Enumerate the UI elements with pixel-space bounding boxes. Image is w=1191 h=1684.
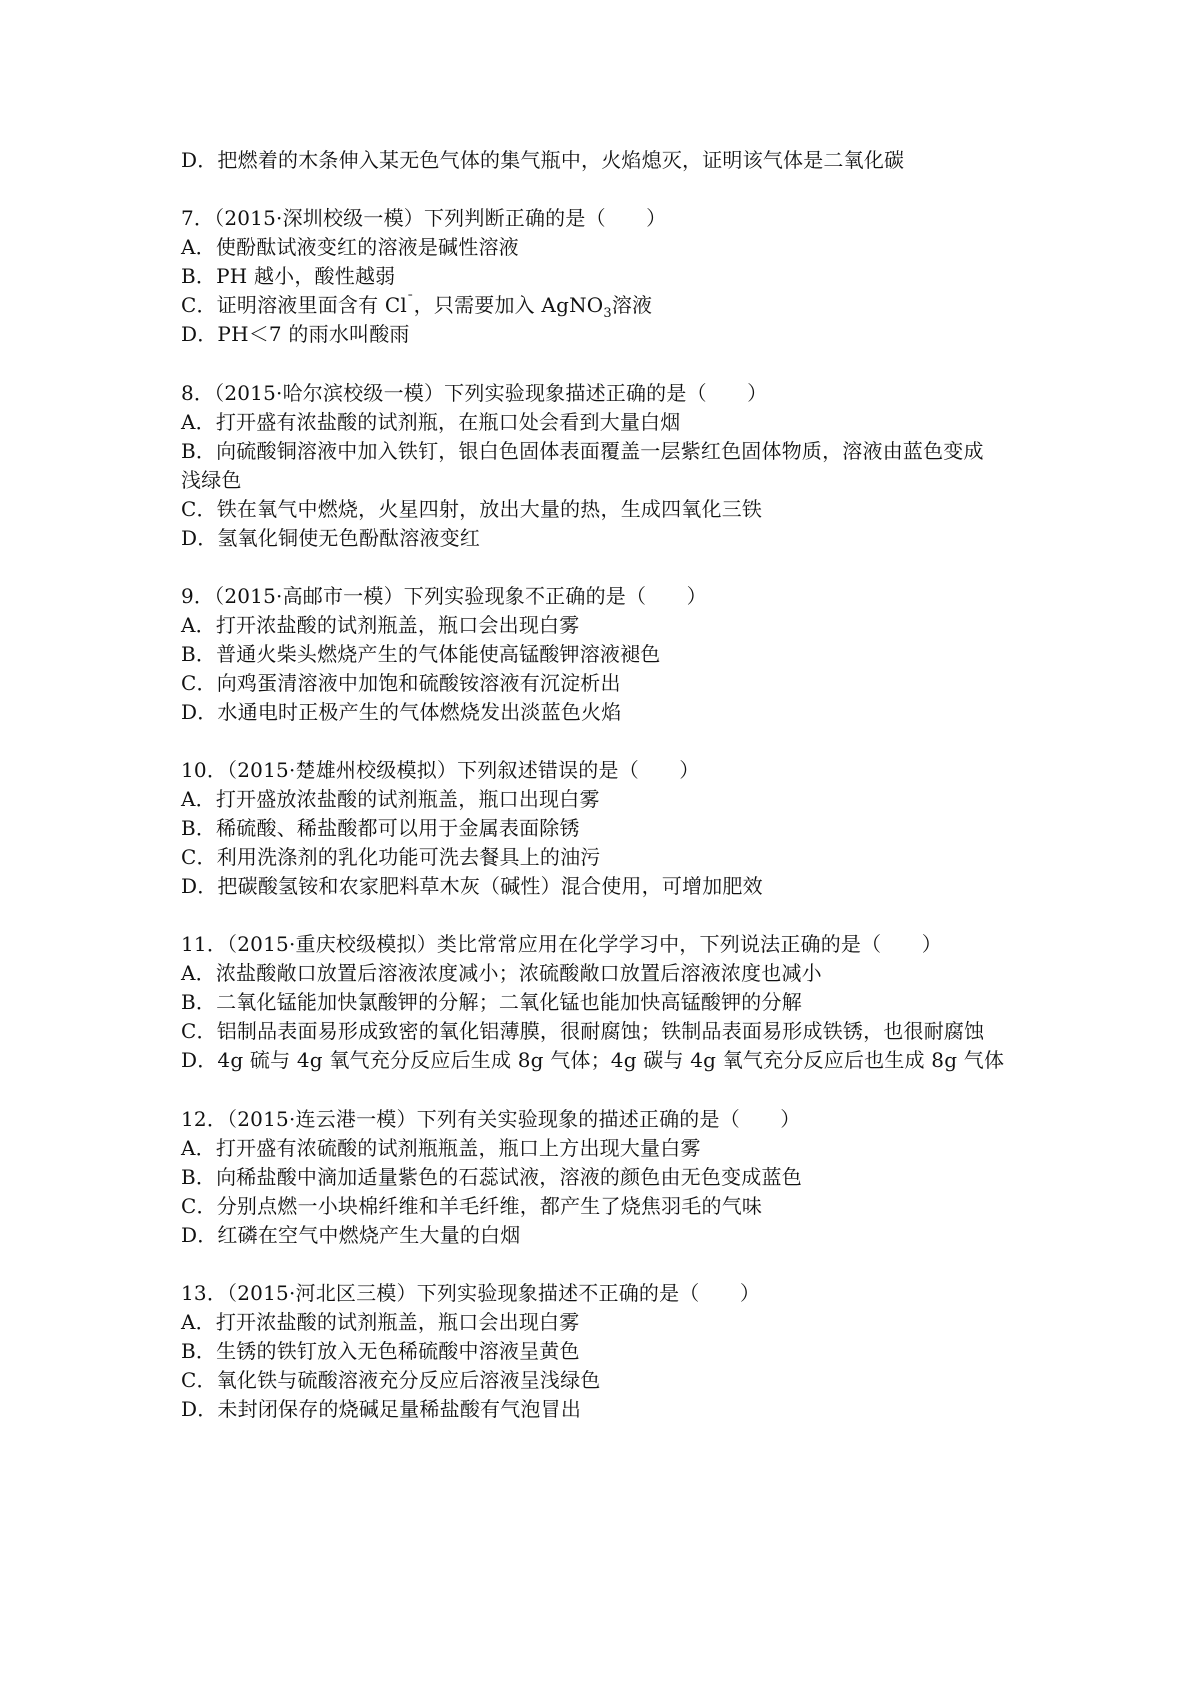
q11-option-b: B．二氧化锰能加快氯酸钾的分解；二氧化锰也能加快高锰酸钾的分解 (181, 990, 802, 1014)
q13-option-c: C．氧化铁与硫酸溶液充分反应后溶液呈浅绿色 (181, 1368, 601, 1392)
q8-option-b-continued: 浅绿色 (181, 468, 242, 492)
q8-option-c: C．铁在氧气中燃烧，火星四射，放出大量的热，生成四氧化三铁 (181, 497, 763, 521)
q13-stem: 13．（2015·河北区三模）下列实验现象描述不正确的是（ ） (181, 1281, 761, 1305)
q7-stem: 7．（2015·深圳校级一模）下列判断正确的是（ ） (181, 206, 667, 230)
q12-option-c: C．分别点燃一小块棉纤维和羊毛纤维，都产生了烧焦羽毛的气味 (181, 1194, 763, 1218)
q7-option-b: B．PH 越小，酸性越弱 (181, 264, 396, 288)
q8-option-a: A．打开盛有浓盐酸的试剂瓶，在瓶口处会看到大量白烟 (181, 410, 681, 434)
q10-option-b: B．稀硫酸、稀盐酸都可以用于金属表面除锈 (181, 816, 580, 840)
q9-option-d: D．水通电时正极产生的气体燃烧发出淡蓝色火焰 (181, 700, 622, 724)
q13-option-a: A．打开浓盐酸的试剂瓶盖，瓶口会出现白雾 (181, 1310, 580, 1334)
q11-stem: 11．（2015·重庆校级模拟）类比常常应用在化学学习中，下列说法正确的是（ ） (181, 932, 942, 956)
q6-option-d: D．把燃着的木条伸入某无色气体的集气瓶中，火焰熄灭，证明该气体是二氧化碳 (181, 148, 905, 172)
q8-option-d: D．氢氧化铜使无色酚酞溶液变红 (181, 526, 481, 550)
q10-stem: 10．（2015·楚雄州校级模拟）下列叙述错误的是（ ） (181, 758, 700, 782)
q10-option-c: C．利用洗涤剂的乳化功能可洗去餐具上的油污 (181, 845, 601, 869)
q9-option-c: C．向鸡蛋清溶液中加饱和硫酸铵溶液有沉淀析出 (181, 671, 621, 695)
q7-option-c-part3: 溶液 (611, 293, 653, 317)
q13-option-b: B．生锈的铁钉放入无色稀硫酸中溶液呈黄色 (181, 1339, 580, 1363)
q8-option-b: B．向硫酸铜溶液中加入铁钉，银白色固体表面覆盖一层紫红色固体物质，溶液由蓝色变成 (181, 439, 984, 463)
q8-stem: 8．（2015·哈尔滨校级一模）下列实验现象描述正确的是（ ） (181, 381, 768, 405)
q10-option-a: A．打开盛放浓盐酸的试剂瓶盖，瓶口出现白雾 (181, 787, 600, 811)
q7-option-d: D．PH＜7 的雨水叫酸雨 (181, 322, 410, 346)
q12-option-d: D．红磷在空气中燃烧产生大量的白烟 (181, 1223, 521, 1247)
q9-option-a: A．打开浓盐酸的试剂瓶盖，瓶口会出现白雾 (181, 613, 580, 637)
q11-option-a: A．浓盐酸敞口放置后溶液浓度减小；浓硫酸敞口放置后溶液浓度也减小 (181, 961, 822, 985)
q9-stem: 9．（2015·高邮市一模）下列实验现象不正确的是（ ） (181, 584, 707, 608)
q7-option-c-part1: C．证明溶液里面含有 Cl (181, 293, 407, 317)
q12-option-a: A．打开盛有浓硫酸的试剂瓶瓶盖，瓶口上方出现大量白雾 (181, 1136, 701, 1160)
q9-option-b: B．普通火柴头燃烧产生的气体能使高锰酸钾溶液褪色 (181, 642, 661, 666)
nitrate-subscript: 3 (603, 306, 612, 321)
q11-option-d: D．4g 硫与 4g 氧气充分反应后生成 8g 气体；4g 碳与 4g 氧气充分反应后也生成 8g 气体 (181, 1048, 1005, 1072)
chloride-charge: ˉ (406, 293, 414, 309)
q12-stem: 12．（2015·连云港一模）下列有关实验现象的描述正确的是（ ） (181, 1107, 801, 1131)
q10-option-d: D．把碳酸氢铵和农家肥料草木灰（碱性）混合使用，可增加肥效 (181, 874, 763, 898)
q7-option-a: A．使酚酞试液变红的溶液是碱性溶液 (181, 235, 519, 259)
q13-option-d: D．未封闭保存的烧碱足量稀盐酸有气泡冒出 (181, 1397, 582, 1421)
q7-option-c (181, 292, 653, 321)
q11-option-c: C．铝制品表面易形成致密的氧化铝薄膜，很耐腐蚀；铁制品表面易形成铁锈，也很耐腐蚀 (181, 1019, 985, 1043)
q7-option-c-part2: ，只需要加入 AgNO (413, 293, 604, 317)
q12-option-b: B．向稀盐酸中滴加适量紫色的石蕊试液，溶液的颜色由无色变成蓝色 (181, 1165, 802, 1189)
